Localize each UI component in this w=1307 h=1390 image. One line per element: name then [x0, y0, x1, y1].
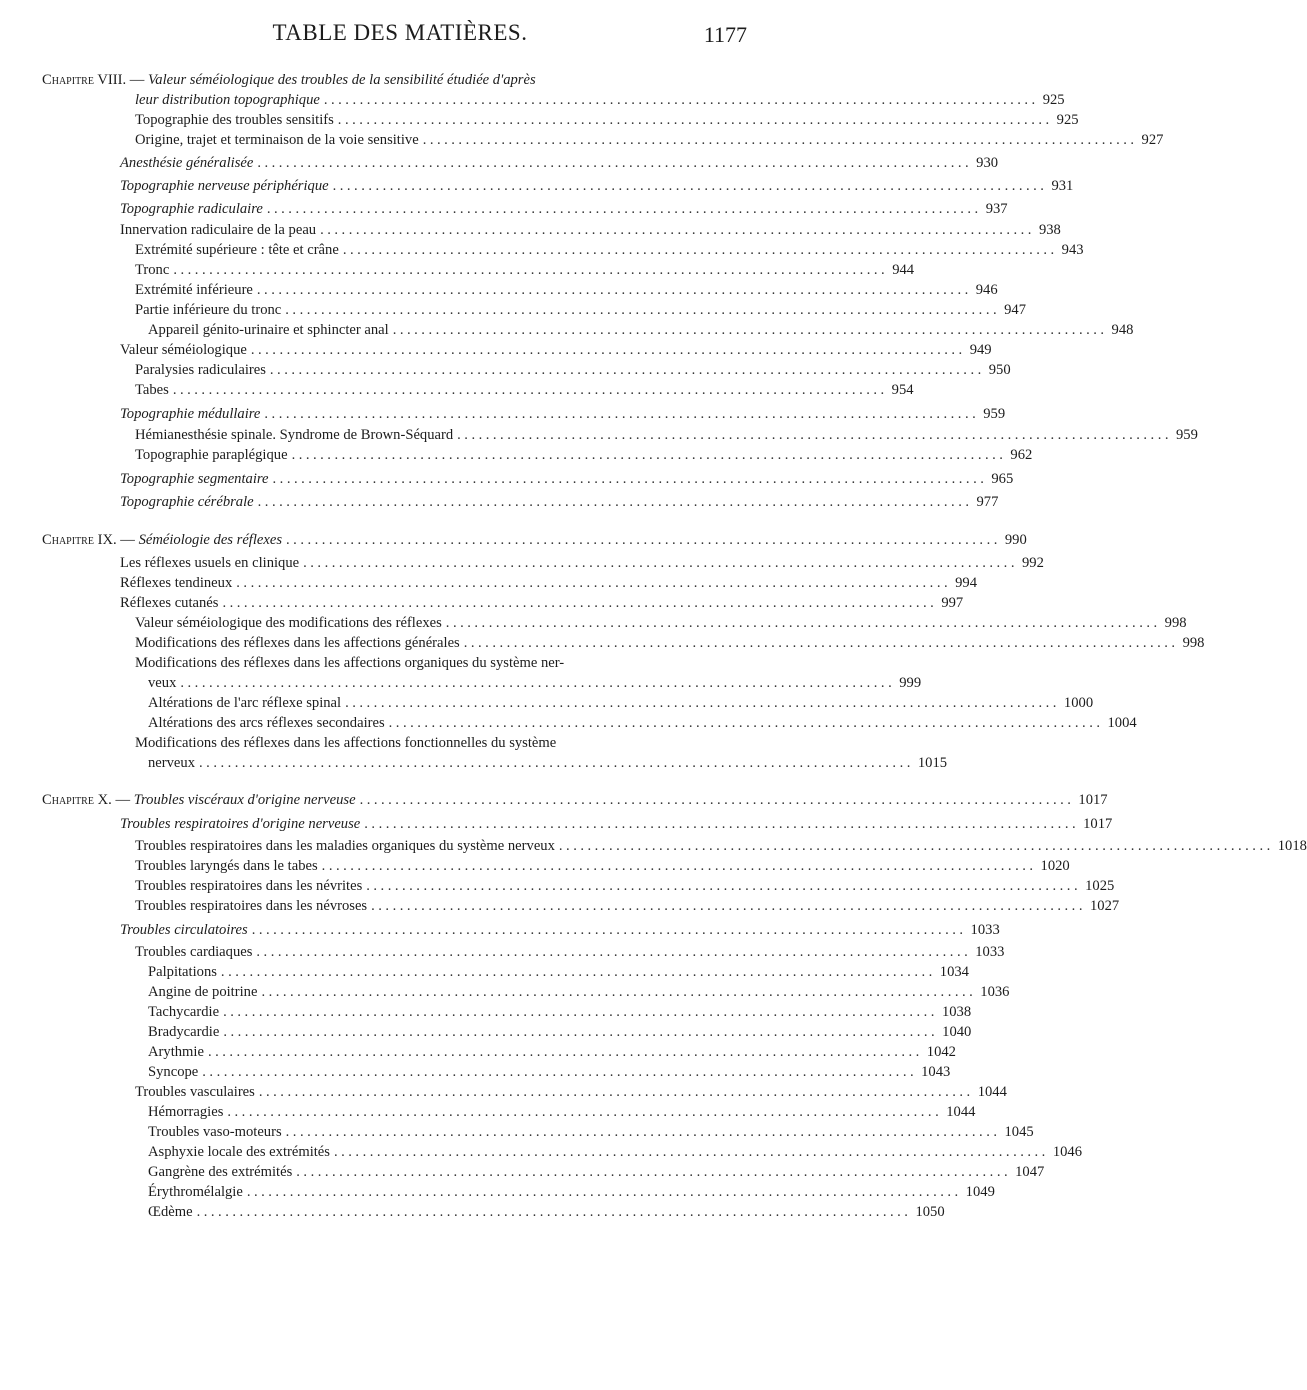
toc-entry: Réflexes tendineux .................................................................................................... 994 [120, 575, 977, 591]
toc-entry: Érythromélalgie .................................................................................................... 1049 [148, 1184, 995, 1200]
chapter-10-title: Troubles viscéraux d'origine nerveuse [133, 792, 356, 808]
toc-entry-italic: Topographie cérébrale .................................................................................................... 977 [120, 494, 999, 510]
toc-entry-italic: Anesthésie généralisée .................................................................................................... 930 [120, 155, 999, 171]
dot-leader: .................................................................................................... [359, 792, 1075, 808]
chapter-10-heading [42, 790, 1108, 810]
toc-entry-italic: Topographie segmentaire .................................................................................................... 965 [120, 471, 1014, 487]
toc-entry-multiline [135, 653, 728, 673]
toc-entry: Innervation radiculaire de la peau .................................................................................................... 938 [120, 222, 1061, 238]
toc-entry: Valeur séméiologique des modifications des réflexes .................................................................................................... 998 [135, 615, 1187, 631]
toc-entry: Troubles respiratoires dans les névroses .................................................................................................... 1027 [135, 898, 1120, 914]
toc-entry-italic: Troubles circulatoires .................................................................................................... 1033 [120, 922, 1000, 938]
toc-entry: Angine de poitrine .................................................................................................... 1036 [148, 984, 1010, 1000]
toc-entry: Modifications des réflexes dans les affections générales .................................................................................................... 998 [135, 635, 1205, 651]
toc-entry-multiline [135, 733, 728, 753]
toc-entry: Troubles respiratoires dans les névrites .................................................................................................... 1025 [135, 878, 1115, 894]
toc-entry: Extrémité supérieure : tête et crâne .................................................................................................... 943 [135, 242, 1084, 258]
toc-entry: Bradycardie .................................................................................................... 1040 [148, 1024, 972, 1040]
toc-entry: Tronc .................................................................................................... 944 [135, 262, 915, 278]
chapter-8-heading [42, 70, 728, 90]
toc-entry: Palpitations .................................................................................................... 1034 [148, 964, 969, 980]
toc-entry-italic: Topographie médullaire .................................................................................................... 959 [120, 406, 1006, 422]
page-number: 1177 [703, 22, 747, 47]
dot-leader: .................................................................................................... [286, 532, 1001, 548]
entry-line-1: Modifications des réflexes dans les affections fonctionnelles du système [135, 735, 557, 751]
toc-entry: Asphyxie locale des extrémités .................................................................................................... 1046 [148, 1144, 1082, 1160]
chapter-10-page: 1017 [1078, 792, 1108, 808]
toc-entry-continuation: nerveux .................................................................................................... 1015 [148, 755, 948, 771]
toc-entry: Réflexes cutanés .................................................................................................... 997 [120, 595, 964, 611]
toc-entry-italic: Topographie radiculaire .................................................................................................... 937 [120, 201, 1008, 217]
entry-line-1: Modifications des réflexes dans les affections organiques du système ner- [135, 655, 565, 671]
toc-entry: Altérations de l'arc réflexe spinal .................................................................................................... 1000 [148, 695, 1094, 711]
toc-entry: Œdème .................................................................................................... 1050 [148, 1204, 945, 1220]
toc-entry: Les réflexes usuels en clinique .................................................................................................... 992 [120, 555, 1044, 571]
toc-entry: Tabes .................................................................................................... 954 [135, 382, 914, 398]
toc-entry: Troubles respiratoires dans les maladies organiques du système nerveux .................................................................................................... 1018 [135, 838, 1307, 854]
toc-entry: Topographie paraplégique .................................................................................................... 962 [135, 447, 1033, 463]
toc-entry: Arythmie .................................................................................................... 1042 [148, 1044, 956, 1060]
toc-entry: Troubles vasculaires .................................................................................................... 1044 [135, 1084, 1007, 1100]
toc-entry: Syncope .................................................................................................... 1043 [148, 1064, 951, 1080]
toc-entry: Troubles cardiaques .................................................................................................... 1033 [135, 944, 1005, 960]
toc-entry: Hémorragies .................................................................................................... 1044 [148, 1104, 976, 1120]
toc-entry: Topographie des troubles sensitifs .................................................................................................... 925 [135, 112, 1079, 128]
running-title: TABLE DES MATIÈRES. [272, 20, 528, 45]
page-header [0, 20, 800, 50]
toc-entry: Partie inférieure du tronc .................................................................................................... 947 [135, 302, 1027, 318]
toc-entry: Paralysies radiculaires .................................................................................................... 950 [135, 362, 1011, 378]
toc-entry: Appareil génito-urinaire et sphincter anal .................................................................................................... 948 [148, 322, 1134, 338]
chapter-9-title: Séméiologie des réflexes [138, 532, 283, 548]
toc-entry: Tachycardie .................................................................................................... 1038 [148, 1004, 972, 1020]
toc-entry: Valeur séméiologique .................................................................................................... 949 [120, 342, 992, 358]
chapter-8-page: 925 [1042, 92, 1065, 108]
toc-entry: Altérations des arcs réflexes secondaires .................................................................................................... 1004 [148, 715, 1137, 731]
chapter-8-label: Chapitre VIII. — [42, 72, 145, 88]
chapter-8-title-line-2-entry [135, 90, 1065, 110]
toc-entry-italic: Topographie nerveuse périphérique .................................................................................................... 931 [120, 178, 1074, 194]
toc-entry-continuation: veux .................................................................................................... 999 [148, 675, 922, 691]
chapter-8-title-line-2: leur distribution topographique [135, 92, 320, 108]
chapter-9-heading [42, 530, 1027, 550]
chapter-9-label: Chapitre IX. — [42, 532, 135, 548]
chapter-9-page: 990 [1004, 532, 1027, 548]
toc-entry: Troubles laryngés dans le tabes .................................................................................................... 1020 [135, 858, 1070, 874]
toc-entry: Troubles vaso-moteurs .................................................................................................... 1045 [148, 1124, 1034, 1140]
toc-entry: Gangrène des extrémités .................................................................................................... 1047 [148, 1164, 1045, 1180]
toc-entry: Origine, trajet et terminaison de la voie sensitive .................................................................................................... 927 [135, 132, 1164, 148]
chapter-8-title-line-1: Valeur séméiologique des troubles de la sensibilité étudiée d'après [148, 72, 536, 88]
dot-leader: .................................................................................................... [323, 92, 1039, 108]
chapter-10-label: Chapitre X. — [42, 792, 131, 808]
toc-entry: Extrémité inférieure .................................................................................................... 946 [135, 282, 998, 298]
toc-entry-italic: Troubles respiratoires d'origine nerveuse .................................................................................................... 1017 [120, 816, 1113, 832]
toc-entry: Hémianesthésie spinale. Syndrome de Brown-Séquard .................................................................................................... 959 [135, 427, 1198, 443]
